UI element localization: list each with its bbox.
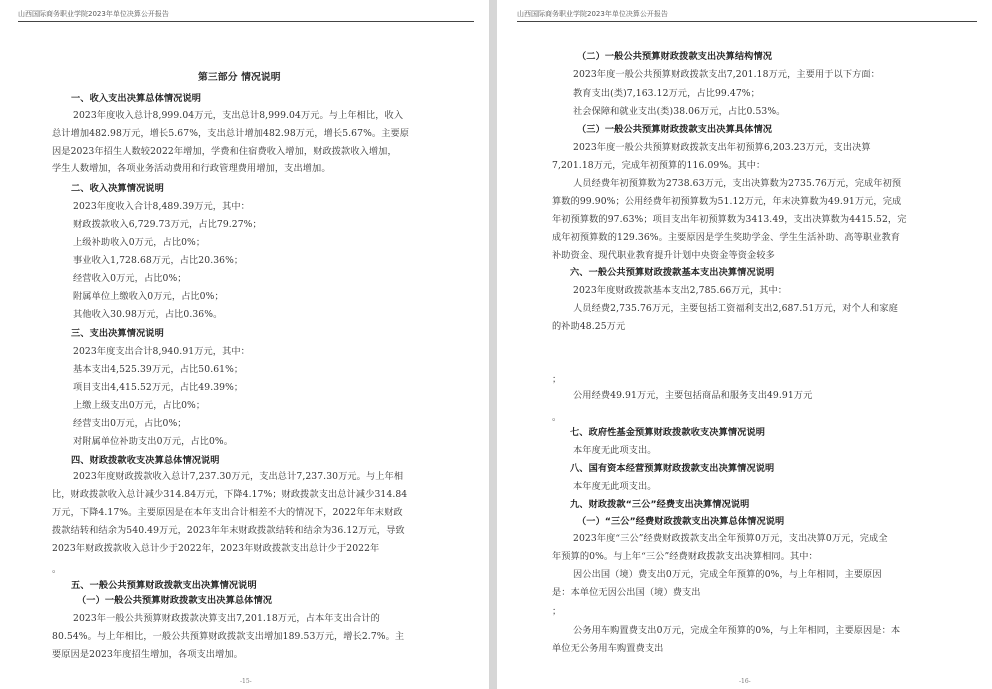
section-heading: 第三部分 情况说明 <box>198 72 281 83</box>
paragraph-line: 成年初预算数的129.36%。主要原因是学生奖助学金、学生生活补助、高等职业教育 <box>552 232 901 243</box>
paragraph-line: 。 <box>552 412 562 423</box>
paragraph-line: 比，财政拨款收入总计减少314.84万元，下降4.17%；财政拨款支出总计减少314.84 <box>52 489 408 500</box>
paragraph-line: 。 <box>52 564 62 575</box>
section-heading: 七、政府性基金预算财政拨款收支决算情况说明 <box>570 427 766 438</box>
paragraph-line: 的补助48.25万元 <box>552 321 626 332</box>
section-heading: 二、收入决算情况说明 <box>71 183 164 194</box>
paragraph-line: 算数的99.90%；公用经费年初预算数为51.12万元，年末决算数为49.91万元，完成 <box>552 196 902 207</box>
section-heading: （二）一般公共预算财政拨款支出决算结构情况 <box>577 51 773 62</box>
paragraph-line: 本年度无此项支出。 <box>573 481 657 492</box>
paragraph-line: 经营支出0万元，占比0%； <box>73 418 187 429</box>
paragraph-line: 因公出国（境）费支出0万元，完成全年预算的0%，与上年相同，主要原因 <box>573 569 882 580</box>
section-heading: 四、财政拨款收支决算总体情况说明 <box>71 455 220 466</box>
paragraph-line: 万元，下降4.17%。主要原因是在本年支出合计相差不大的情况下，2022年年末财政 <box>52 507 403 518</box>
page-number: -15- <box>240 678 252 685</box>
paragraph-line: 2023年度支出合计8,940.91万元，其中： <box>73 346 250 357</box>
paragraph-line: 教育支出(类)7,163.12万元，占比99.47%； <box>573 88 760 99</box>
paragraph-line: 年初预算数的97.63%；项目支出年初预算数为3413.49，支出决算数为4415.52，完 <box>552 214 907 225</box>
paragraph-line: 拨款结转和结余为540.49万元，2023年年末财政拨款结转和结余为36.12万元，导致 <box>52 525 405 536</box>
paragraph-line: 总计增加482.98万元，增长5.67%，支出总计增加482.98万元，增长5.67%。主要原 <box>52 128 410 139</box>
paragraph-line: 人员经费2,735.76万元，主要包括工资福利支出2,687.51万元，对个人和家庭 <box>573 303 898 314</box>
paragraph-line: 2023年度财政拨款收入总计7,237.30万元，支出总计7,237.30万元。与上年相 <box>73 471 404 482</box>
paragraph-line: 公用经费49.91万元，主要包括商品和服务支出49.91万元 <box>573 390 813 401</box>
section-heading: 一、收入支出决算总体情况说明 <box>71 93 202 104</box>
paragraph-line: 财政拨款收入6,729.73万元，占比79.27%； <box>73 219 262 230</box>
paragraph-line: 本年度无此项支出。 <box>573 445 657 456</box>
page-number: -16- <box>739 678 751 685</box>
paragraph-line: 2023年度一般公共预算财政拨款支出7,201.18万元，主要用于以下方面： <box>573 69 880 80</box>
paragraph-line: 2023年度“三公”经费财政拨款支出全年预算0万元，支出决算0万元，完成全 <box>573 533 888 544</box>
paragraph-line: 事业收入1,728.68万元，占比20.36%； <box>73 255 244 266</box>
paragraph-line: 单位无公务用车购置费支出 <box>552 643 664 654</box>
document-page-right <box>497 0 992 689</box>
paragraph-line: 要原因是2023年度招生增加，各项支出增加。 <box>52 649 243 660</box>
paragraph-line: 基本支出4,525.39万元，占比50.61%； <box>73 364 244 375</box>
paragraph-line: 学生人数增加，各项业务活动费用和行政管理费用增加，支出增加。 <box>52 163 331 174</box>
paragraph-line: 经营收入0万元，占比0%； <box>73 273 187 284</box>
paragraph-line: 上级补助收入0万元，占比0%； <box>73 237 206 248</box>
section-heading: 五、一般公共预算财政拨款支出决算情况说明 <box>71 580 257 591</box>
section-heading: 六、一般公共预算财政拨款基本支出决算情况说明 <box>570 267 775 278</box>
paragraph-line: 其他收入30.98万元，占比0.36%。 <box>73 309 223 320</box>
page-header: 山西国际商务职业学院2023年单位决算公开报告 <box>18 10 169 18</box>
paragraph-line: 对附属单位补助支出0万元，占比0%。 <box>73 436 234 447</box>
paragraph-line: 附属单位上缴收入0万元，占比0%； <box>73 291 224 302</box>
section-heading: 九、财政拨款“三公”经费支出决算情况说明 <box>570 499 750 510</box>
paragraph-line: 公务用车购置费支出0万元，完成全年预算的0%，与上年相同，主要原因是：本 <box>573 625 901 636</box>
document-page-left <box>0 0 489 689</box>
section-heading: 八、国有资本经营预算财政拨款支出决算情况说明 <box>570 463 775 474</box>
paragraph-line: 7,201.18万元，完成年初预算的116.09%。其中： <box>552 160 766 171</box>
header-divider <box>517 21 977 22</box>
section-heading: （一）“三公”经费财政拨款支出决算总体情况说明 <box>577 516 785 527</box>
paragraph-line: 项目支出4,415.52万元，占比49.39%； <box>73 382 244 393</box>
paragraph-line: 年预算的0%。与上年“三公”经费财政拨款支出决算相同。其中： <box>552 551 818 562</box>
header-divider <box>18 21 474 22</box>
paragraph-line: 社会保障和就业支出(类)38.06万元，占比0.53%。 <box>573 106 786 117</box>
section-heading: （三）一般公共预算财政拨款支出决算具体情况 <box>577 124 773 135</box>
paragraph-line: 补助资金、现代职业教育提升计划中央资金等资金较多 <box>552 250 775 261</box>
paragraph-line: 是：本单位无因公出国（境）费支出 <box>552 587 701 598</box>
page-gap <box>489 0 497 689</box>
paragraph-line: 人员经费年初预算数为2738.63万元，支出决算数为2735.76万元，完成年初预 <box>573 178 902 189</box>
paragraph-line: ； <box>552 374 562 385</box>
paragraph-line: ； <box>552 606 562 617</box>
paragraph-line: 2023年度收入合计8,489.39万元，其中： <box>73 201 250 212</box>
page-header: 山西国际商务职业学院2023年单位决算公开报告 <box>517 10 668 18</box>
paragraph-line: 2023年度财政拨款基本支出2,785.66万元，其中： <box>573 285 788 296</box>
paragraph-line: 2023年度一般公共预算财政拨款支出年初预算6,203.23万元，支出决算 <box>573 142 871 153</box>
paragraph-line: 2023年一般公共预算财政拨款决算支出7,201.18万元，占本年支出合计的 <box>73 613 380 624</box>
paragraph-line: 因是2023年招生人数较2022年增加，学费和住宿费收入增加，财政拨款收入增加， <box>52 146 397 157</box>
paragraph-line: 80.54%。与上年相比，一般公共预算财政拨款支出增加189.53万元，增长2.7%。主 <box>52 631 405 642</box>
section-heading: 三、支出决算情况说明 <box>71 328 164 339</box>
section-heading: （一）一般公共预算财政拨款支出决算总体情况 <box>77 595 273 606</box>
paragraph-line: 2023年财政拨款收入总计少于2022年，2023年财政拨款支出总计少于2022年 <box>52 543 380 554</box>
paragraph-line: 上缴上级支出0万元，占比0%； <box>73 400 206 411</box>
paragraph-line: 2023年度收入总计8,999.04万元，支出总计8,999.04万元。与上年相比，收入 <box>73 110 404 121</box>
